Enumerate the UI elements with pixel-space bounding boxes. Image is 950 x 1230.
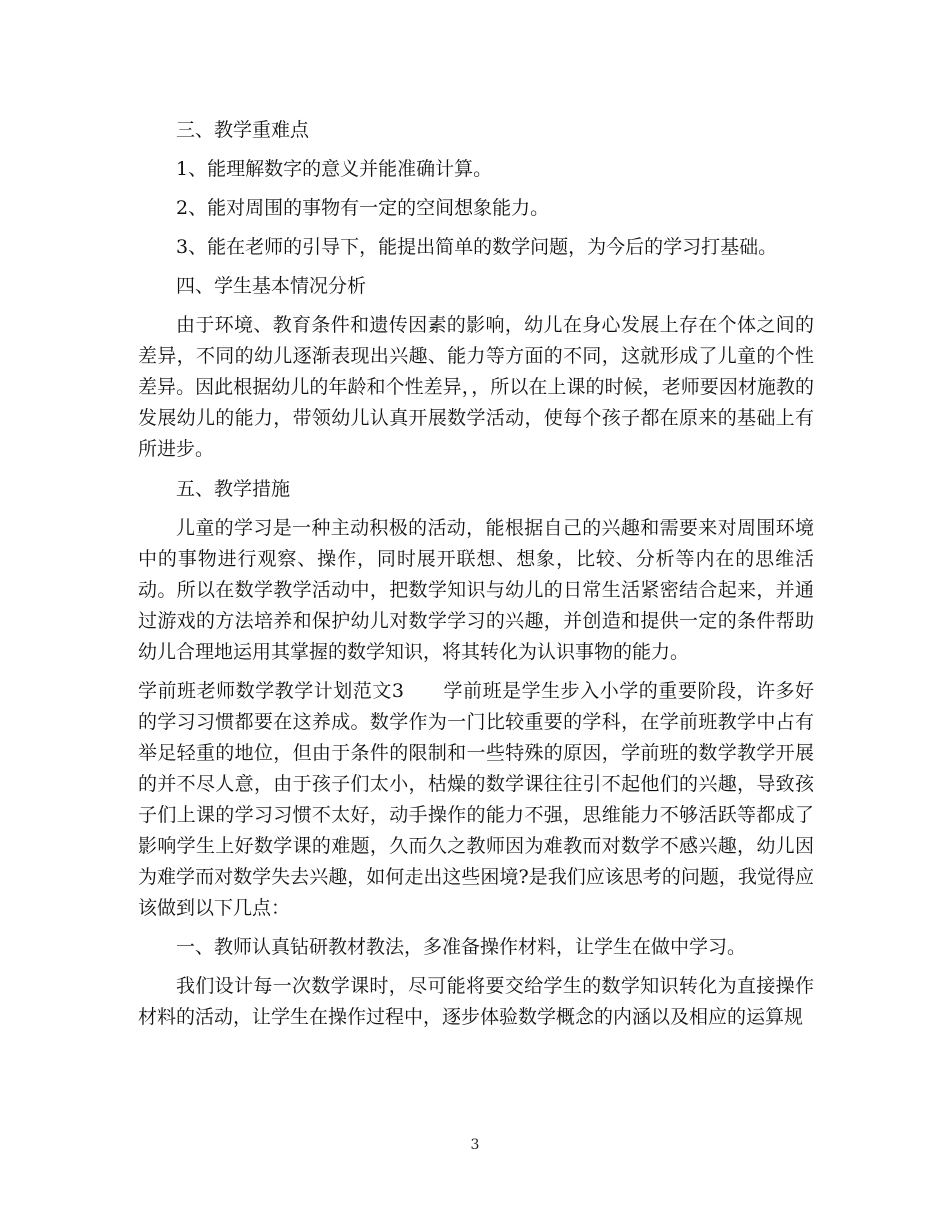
- list-item-2: 2、能对周围的事物有一定的空间想象能力。: [176, 197, 550, 219]
- body-text: [138, 115, 814, 1041]
- heading-key-difficult-points: 三、教学重难点: [176, 119, 310, 141]
- list-item-3: 3、能在老师的引导下，能提出简单的数学问题，为今后的学习打基础。: [176, 236, 778, 258]
- paragraph-teaching-measures: 儿童的学习是一种主动积极的活动，能根据自己的兴趣和需要来对周围环境中的事物进行观察、操作，同时展开联想、想象，比较、分析等内在的思维活动。所以在数学教学活动中，把数学知识与幼儿的日常生活紧密结合起来，并通过游戏的方法培养和保护幼儿对数学学习的兴趣，并创造和提供一定的条件帮助幼儿合理地运用其掌握的数学知识，将其转化为认识事物的能力。: [138, 517, 814, 663]
- paragraph-sample-3: 学前班老师数学教学计划范文3 学前班是学生步入小学的重要阶段，许多好的学习习惯都要在这养成。数学作为一门比较重要的学科，在学前班教学中占有举足轻重的地位，但由于条件的限制和一些特殊的原因，学前班的数学教学开展的并不尽人意，由于孩子们太小，枯燥的数学课往往引不起他们的兴趣，导致孩子们上课的学习习惯不太好，动手操作的能力不强，思维能力不够活跃等都成了影响学生上好数学课的难题，久而久之教师因为难教而对数学不感兴趣，幼儿因为难学而对数学失去兴趣，如何走出这些困境?是我们应该思考的问题，我觉得应该做到以下几点：: [138, 680, 814, 919]
- heading-student-analysis: 四、学生基本情况分析: [176, 275, 367, 297]
- list-item-1: 1、能理解数字的意义并能准确计算。: [176, 158, 493, 180]
- heading-teacher-study: 一、教师认真钻研教材教法，多准备操作材料，让学生在做中学习。: [176, 936, 747, 958]
- page-number: 3: [470, 1137, 480, 1153]
- paragraph-lesson-design: 我们设计每一次数学课时，尽可能将要交给学生的数学知识转化为直接操作材料的活动，让学生在操作过程中，逐步体验数学概念的内涵以及相应的运算规: [138, 975, 814, 1028]
- paragraph-student-analysis: 由于环境、教育条件和遗传因素的影响，幼儿在身心发展上存在个体之间的差异，不同的幼儿逐渐表现出兴趣、能力等方面的不同，这就形成了儿童的个性差异。因此根据幼儿的年龄和个性差异，，所以在上课的时候，老师要因材施教的发展幼儿的能力，带领幼儿认真开展数学活动，使每个孩子都在原来的基础上有所进步。: [138, 314, 814, 460]
- heading-teaching-measures: 五、教学措施: [176, 478, 291, 500]
